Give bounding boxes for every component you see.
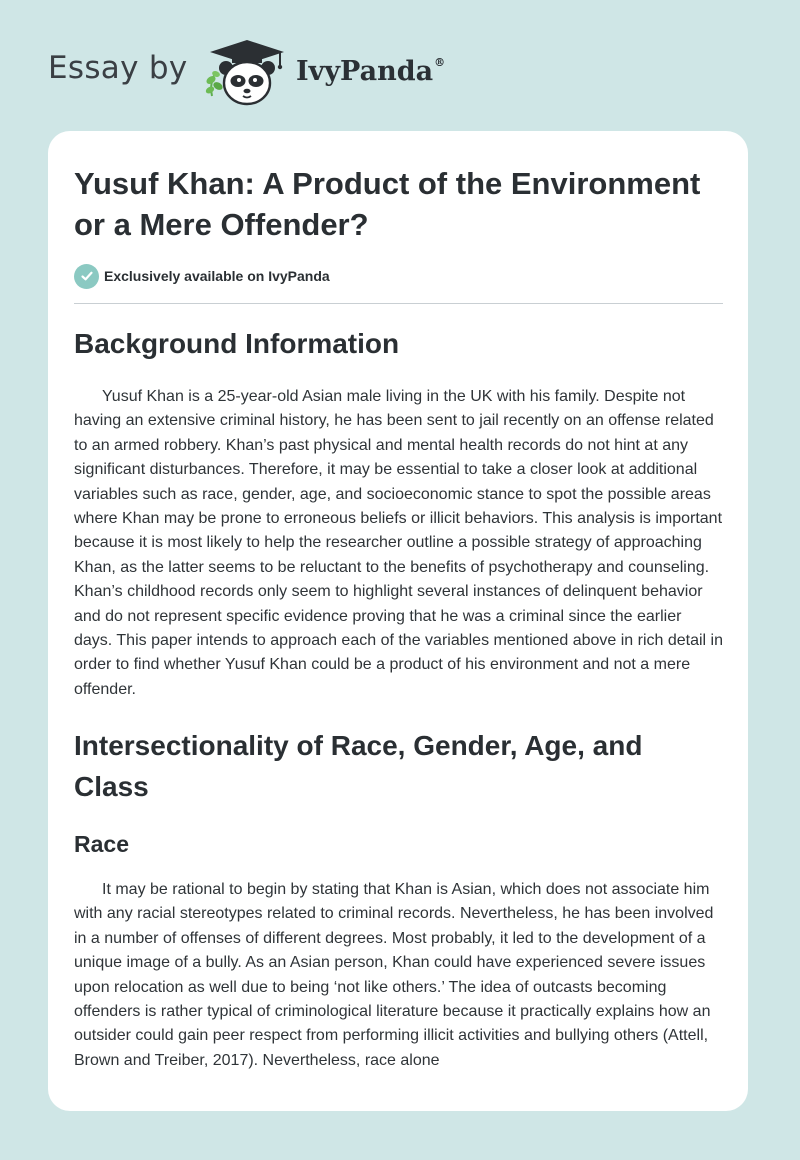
essay-card	[48, 131, 748, 1111]
checkmark-icon	[74, 264, 99, 289]
panda-graduate-logo-icon[interactable]	[202, 36, 292, 108]
section-heading-intersectionality: Intersectionality of Race, Gender, Age, and Class	[74, 730, 643, 802]
ivy-leaf-icon	[205, 70, 224, 96]
title-divider	[74, 303, 723, 304]
exclusive-badge	[74, 263, 330, 289]
subsection-heading-race: Race	[74, 831, 129, 857]
section-paragraph-background: Yusuf Khan is a 25-year-old Asian male living in the UK with his family. Despite not having an extensive criminal history, he has been sent to jail recently on an offense related to an armed robbery. Khan’s past physical and mental health records do not hint at any significant disturbances. Therefore, it may be essential to take a closer look at additional variables such as race, gender, age, and socioeconomic stance to spot the possible areas where Khan may be prone to erroneous beliefs or illicit behaviors. This analysis is important because it is most likely to help the researcher outline a possible strategy of approaching Khan, as the latter seems to be reluctant to the benefits of psychotherapy and counseling. Khan’s childhood records only seem to highlight several instances of delinquent behavior and do not represent specific evidence proving that he was a criminal since the earlier days. This paper intends to approach each of the variables mentioned above in rich detail in order to find whether Yusuf Khan could be a product of his environment and not a mere offender.	[74, 388, 723, 698]
exclusive-badge-label: Exclusively available on IvyPanda	[104, 268, 330, 284]
section-heading-background: Background Information	[74, 328, 400, 359]
brand-name[interactable]	[296, 56, 445, 87]
brand-text: IvyPanda	[296, 56, 434, 87]
section-paragraph-race: It may be rational to begin by stating that Khan is Asian, which does not associate him with any racial stereotypes related to criminal records. Nevertheless, he has been involved in a number of offenses of different degrees. Most probably, it led to the development of a unique image of a bully. As an Asian person, Khan could have experienced severe issues upon relocation as well due to being ‘not like others.’ The idea of outcasts becoming offenders is rather typical of criminological literature because it practically explains how an outsider could gain peer respect from performing illicit activities and bullying others (Attell, Brown and Treiber, 2017). Nevertheless, race alone	[74, 881, 714, 1069]
essay-by-label: Essay by	[48, 50, 188, 86]
essay-title: Yusuf Khan: A Product of the Environment or a Mere Offender?	[74, 166, 701, 242]
trademark-mark: ®	[434, 56, 446, 69]
site-header	[0, 0, 800, 130]
